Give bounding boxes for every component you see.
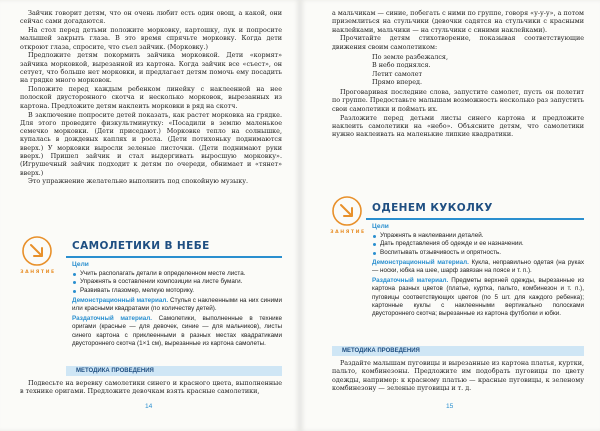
right-bottom-text xyxy=(332,359,584,393)
list-item: Дать представления об одежде и ее назначении. xyxy=(372,240,584,248)
lesson-label: ЗАНЯТИЕ xyxy=(20,270,56,275)
method-section-bar: МЕТОДИКА ПРОВЕДЕНИЯ xyxy=(66,366,282,376)
goals-title: Цели xyxy=(72,261,89,268)
handout-material: Раздаточный материал. Самолетики, выполненные в технике оригами (красные — для девочек, синие — для мальчиков), листы синего картона с приклеенными в разных местах квадратиками двустороннего скотча (1×1 см), вырезанные из картона самолеты. xyxy=(72,315,282,347)
demo-material: Демонстрационный материал. Стулья с наклеенными на них синими или красными квадратами (по количеству детей). xyxy=(72,296,282,313)
lesson-label: ЗАНЯТИЕ xyxy=(330,230,366,235)
paragraph: На стол перед детьми положите морковку, картошку, лук и попросите малышей закрыть глаза. В это время спрячьте морковку. Когда дети откроют глаза, спросите, что съел зайчик. (Морковку.) xyxy=(20,26,282,51)
left-top-text xyxy=(20,9,282,186)
paragraph: Зайчик говорит детям, что он очень любит есть один овощ, а какой, они сейчас сами догадаются. xyxy=(20,9,282,26)
poem xyxy=(332,53,584,86)
page-number: 15 xyxy=(446,403,454,410)
paragraph: Проговаривая последние слова, запустите самолет, пусть он полетит по группе. Предоставьте малышам возможность несколько раз запустить свои самолетики и поймать их. xyxy=(332,88,584,113)
lesson-badge xyxy=(16,236,56,286)
lesson-badge xyxy=(326,196,366,246)
lesson-details xyxy=(372,223,584,318)
list-item: Развивать глазомер, мелкую моторику. xyxy=(72,287,282,295)
paragraph: Подвесьте на веревку самолетики синего и красного цвета, выполненные в технике оригами. Предложите девочкам взять красные самолетики, xyxy=(20,379,282,396)
page-number: 14 xyxy=(145,403,153,410)
arrow-down-right-icon xyxy=(332,196,362,226)
list-item: Упражнять в составлении композиции на листе бумаги. xyxy=(72,278,282,286)
list-item: Учить располагать детали в определенном месте листа. xyxy=(72,270,282,278)
method-section-bar: МЕТОДИКА ПРОВЕДЕНИЯ xyxy=(332,346,584,356)
right-top-text xyxy=(332,9,584,139)
poem-line: По земле разбежался, xyxy=(372,52,448,61)
paragraph: Прочитайте детям стихотворение, показывая соответствующие движения своим самолетиком: xyxy=(332,34,584,51)
paragraph: Раздайте малышам пуговицы и вырезанные из картона платья, куртки, пальто, комбинезоны. Предложите им подобрать пуговицы по цвету одежды, например: к красному платью — красные пуговицы, к зеленому комбинезону — зеленые пуговицы и т. д. xyxy=(332,359,584,392)
paragraph: Предложите детям покормить зайчика морковкой. Дети «кормят» зайчика морковкой, вырезанной из картона. Когда зайчик все «съест», он сетует, что больше нет морковки, и предлагает детям помочь ему посадить на грядке много морковок. xyxy=(20,51,282,85)
list-item: Воспитывать отзывчивость и опрятность. xyxy=(372,249,584,257)
handout-material: Раздаточный материал. Предметы верхней одежды, вырезанные из картона разных цветов (платье, куртка, пальто, комбинезон и т. п.), пуговицы соответствующих цветов (по 5 шт. для каждого ребенка); картонные куклы с наклеенными вертикально полосками двустороннего скотча; вырезанные из картона футболки и юбки. xyxy=(372,277,584,318)
paragraph: Это упражнение желательно выполнить под спокойную музыку. xyxy=(28,177,248,186)
title-rule xyxy=(366,218,584,220)
lesson-details xyxy=(72,261,282,348)
lesson-title: САМОЛЕТИКИ В НЕБЕ xyxy=(72,240,210,252)
poem-line: Прямо вперед. xyxy=(372,77,423,86)
poem-line: В небо поднялся. xyxy=(372,61,431,70)
paragraph: В заключение попросите детей показать, как растет морковка на грядке. Для этого проведите физкультминутку: «Посадили в землю маленькое семечко морковки. (Дети приседают.) Морковке тепло на солнышке, купалась в дождевых каплях и росла. (Дети потихоньку поднимаются вверх.) У морковки выросли зеленые листочки. (Дети поднимают руки вверх.) Пришел зайчик и стал выдергивать выросшую морковку». (Игрушечный зайчик подходит к детям по очереди, обнимает и «тянет» вверх.) xyxy=(20,110,282,177)
paragraph: а мальчикам — синие, побегать с ними по группе, говоря «у-у-у», а потом приземлиться на стульчики (девочки садятся на стульчики с красными наклейками, мальчики — на стульчики с синими наклейками). xyxy=(332,9,584,34)
goals-title: Цели xyxy=(372,223,389,230)
goals-list xyxy=(72,270,282,295)
goals-list xyxy=(372,232,584,257)
right-page xyxy=(300,0,600,431)
arrow-down-right-icon xyxy=(22,236,52,266)
title-rule xyxy=(66,256,282,258)
paragraph: Положите перед каждым ребенком линейку с наклеенной на нее полоской двусторонного скотча и несколько морковок, вырезанных из картона. Предложите детям наклеить морковки в ряд на скотч. xyxy=(20,85,282,110)
list-item: Упражнять в наклеивании деталей. xyxy=(372,232,584,240)
paragraph: Разложите перед детьми листы синего картона и предложите наклеить самолетики на «небо». Объясните детям, что самолетики нужно наклеивать на маленькие липкие квадратики. xyxy=(332,113,584,139)
lesson-title: ОДЕНЕМ КУКОЛКУ xyxy=(372,202,493,214)
left-bottom-text xyxy=(20,379,282,396)
demo-material: Демонстрационный материал. Кукла, неправильно одетая (на руках — носки, юбка на шее, шарф завязан на поясе и т. п.). xyxy=(372,258,584,275)
poem-line: Летит самолет xyxy=(372,69,423,78)
